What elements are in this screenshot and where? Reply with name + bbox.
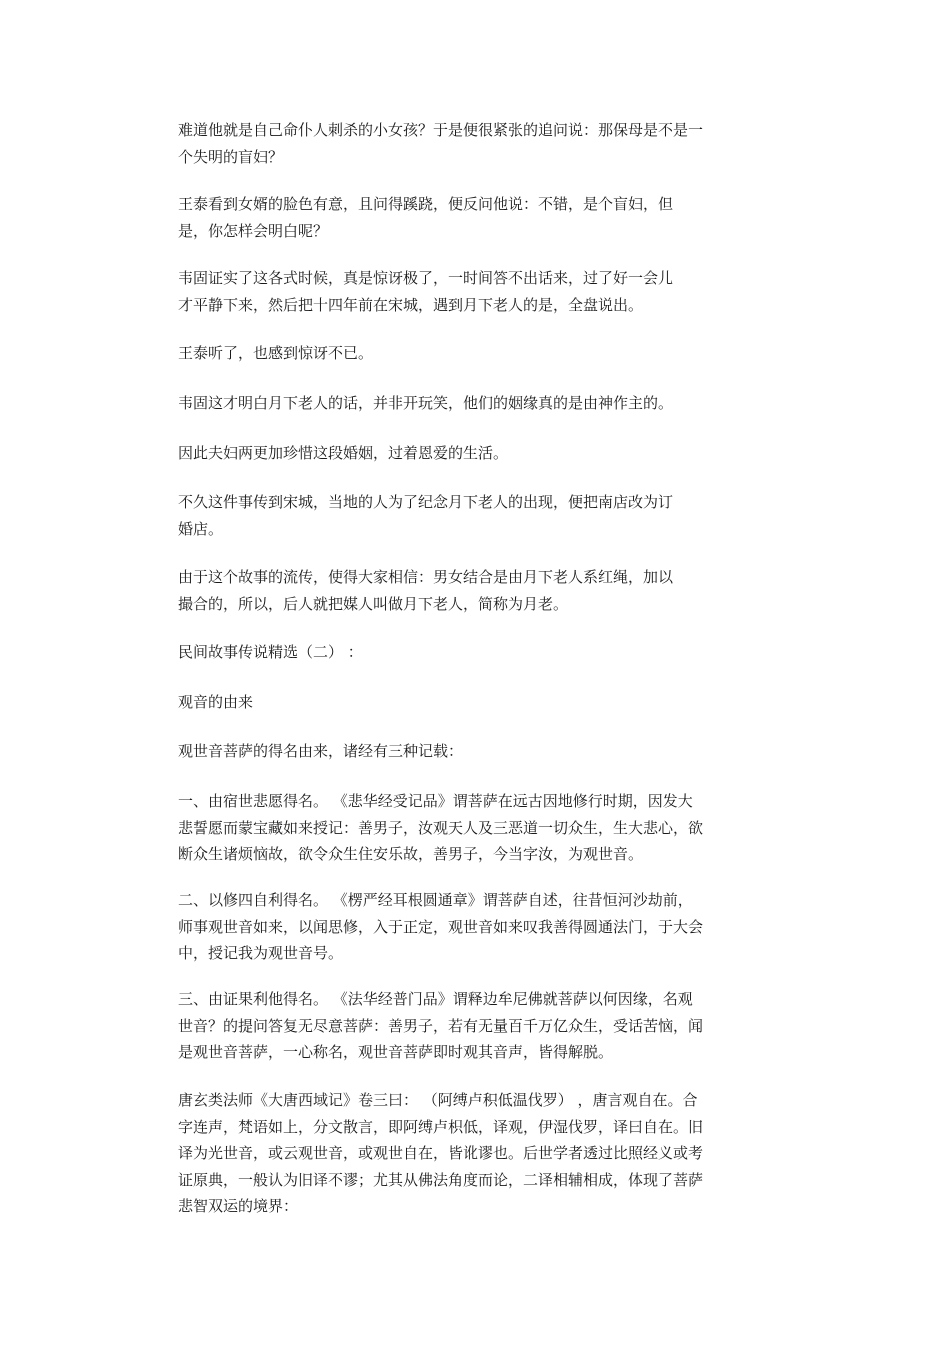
text-line: 世音？的提问答复无尽意菩萨：善男子，若有无量百千万亿众生，受话苦恼，闻 [178,1016,704,1035]
text-line: 王泰听了，也感到惊讶不已。 [178,344,374,362]
paragraph-7 [178,489,768,542]
paragraph-15 [178,1087,768,1220]
text-line: 撮合的，所以，后人就把媒人叫做月下老人，简称为月老。 [178,594,569,613]
text-line: 才平静下来，然后把十四年前在宋城，遇到月下老人的是，全盘说出。 [178,295,644,314]
text-line: 中，授记我为观世音号。 [178,944,344,962]
text-line: 个失明的盲妇？ [178,147,284,166]
paragraph-14 [178,986,768,1066]
text-line: 观世音菩萨的得名由来，诸经有三种记载： [178,742,464,760]
text-line: 三、由证果利他得名。 《法华经普门品》谓释边牟尼佛就菩萨以何因缘，名观 [178,990,693,1008]
text-line: 是观世音菩萨，一心称名，观世音菩萨即时观其音声，皆得解脱。 [178,1043,614,1061]
text-line: 断众生诸烦恼故，欲令众生住安乐故，善男子，今当字汝，为观世音。 [178,845,644,863]
text-line: 证原典，一般认为旧译不谬；尤其从佛法角度而论，二译相辅相成，体现了菩萨 [178,1170,704,1189]
text-line: 由于这个故事的流传，使得大家相信：男女结合是由月下老人系红绳，加以 [178,568,674,586]
story-title [178,689,768,716]
text-line: 民间故事传说精选（二） ： [178,643,363,661]
text-line: 韦固证实了这各式时候，真是惊讶极了，一时间答不出话来，过了好一会儿 [178,269,674,287]
text-line: 字连声，梵语如上，分文散言，即阿缚卢枳低，译观，伊湿伐罗，译曰自在。旧 [178,1117,704,1136]
text-line: 不久这件事传到宋城，当地的人为了纪念月下老人的出现，便把南店改为订 [178,493,674,511]
text-line: 观音的由来 [178,693,254,711]
paragraph-1 [178,117,768,170]
paragraph-5 [178,390,768,417]
text-line: 二、以修四自利得名。 《楞严经耳根圆通章》谓菩萨自述，往昔恒河沙劫前， [178,891,693,909]
text-line: 因此夫妇两更加珍惜这段婚姻，过着恩爱的生活。 [178,444,509,462]
section-heading [178,639,768,666]
text-line: 是，你怎样会明白呢？ [178,221,329,240]
paragraph-4 [178,340,768,367]
text-line: 难道他就是自己命仆人刺杀的小女孩？于是便很紧张的追问说：那保母是不是一 [178,121,704,139]
text-line: 悲誓愿而蒙宝藏如来授记：善男子，汝观天人及三恶道一切众生，生大悲心，欲 [178,818,704,837]
text-line: 译为光世音，或云观世音，或观世自在，皆讹谬也。后世学者透过比照经义或考 [178,1144,704,1162]
text-line: 师事观世音如来，以闻思修，入于正定，观世音如来叹我善得圆通法门，于大会 [178,917,704,936]
text-line: 韦固这才明白月下老人的话，并非开玩笑，他们的姻缘真的是由神作主的。 [178,394,674,412]
paragraph-13 [178,887,768,967]
paragraph-3 [178,265,768,318]
text-line: 王泰看到女婿的脸色有意，且问得蹊跷，便反问他说：不错，是个盲妇，但 [178,195,674,213]
text-line: 婚店。 [178,519,224,538]
paragraph-8 [178,564,768,617]
text-line: 唐玄类法师《大唐西域记》卷三曰： （阿缚卢积低温伐罗） ，唐言观自在。合 [178,1091,698,1109]
text-line: 一、由宿世悲愿得名。 《悲华经受记品》谓菩萨在远古因地修行时期，因发大 [178,792,693,810]
paragraph-12 [178,788,768,868]
paragraph-6 [178,440,768,467]
paragraph-11 [178,738,768,765]
paragraph-2 [178,191,768,244]
text-line: 悲智双运的境界： [178,1197,299,1215]
